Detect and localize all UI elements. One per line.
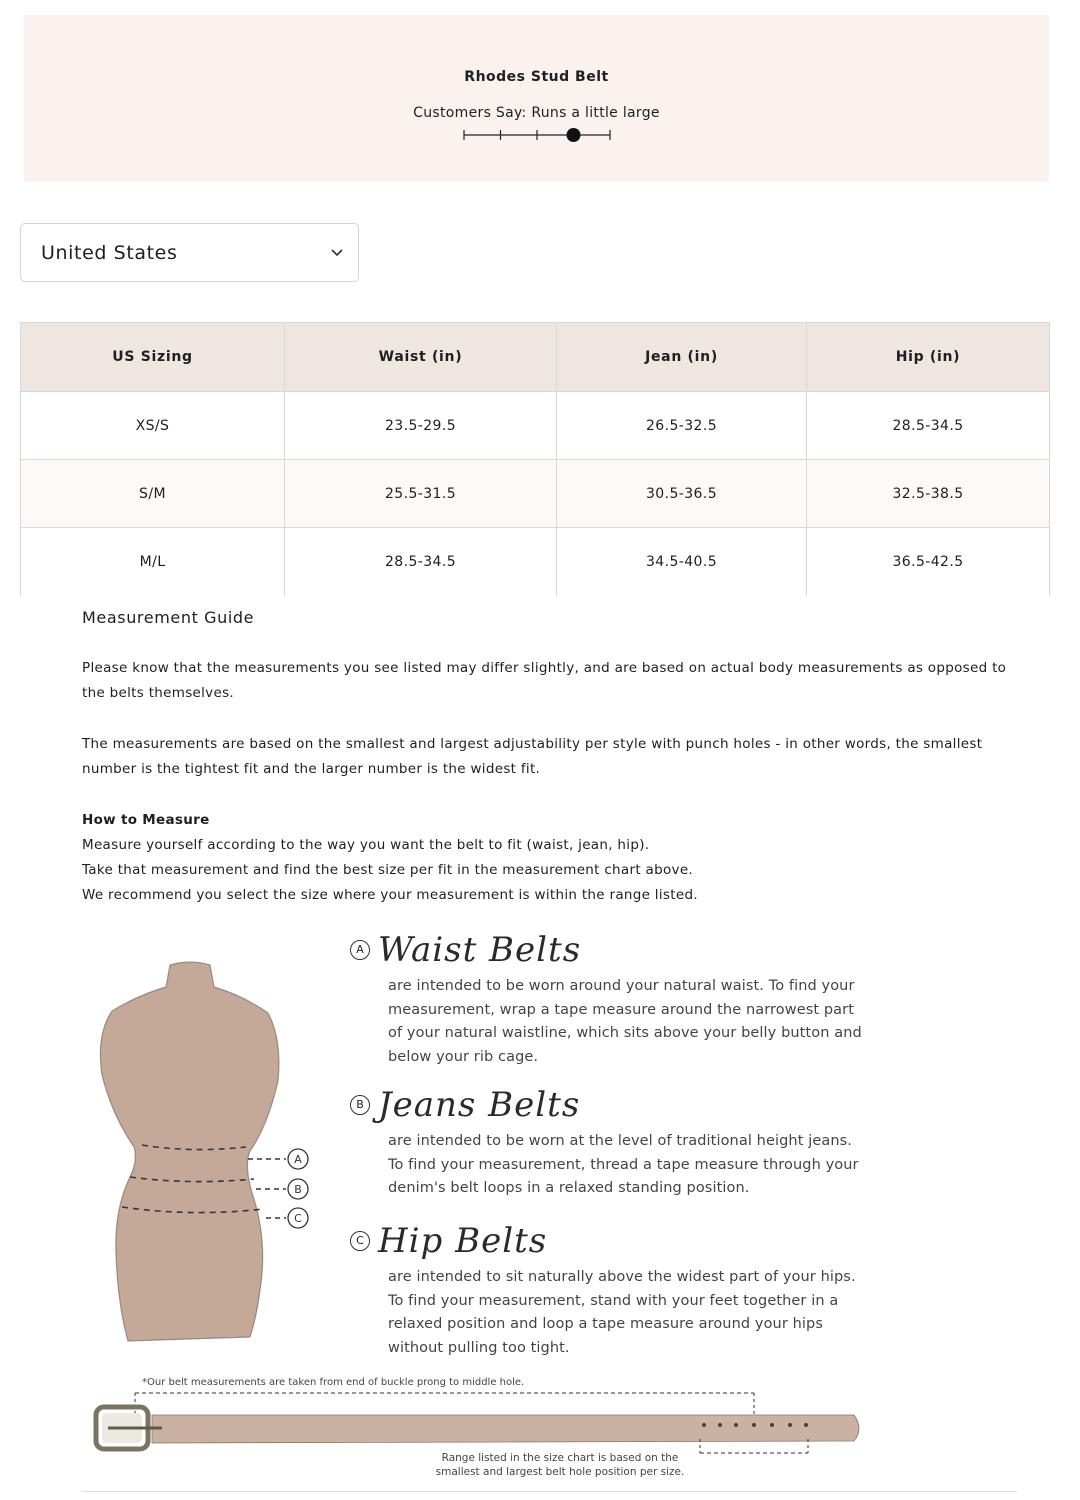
table-cell: 34.5-40.5	[557, 528, 807, 596]
belt-type-jeans	[350, 1080, 870, 1201]
belt-measurement-note: *Our belt measurements are taken from end of buckle prong to middle hole.	[142, 1377, 525, 1388]
table-cell: XS/S	[21, 392, 285, 460]
belt-type-description: are intended to be worn at the level of traditional height jeans. To find your measurement, thread a tape measure through your denim's belt loops in a relaxed standing position.	[388, 1133, 859, 1196]
belt-type-description: are intended to sit naturally above the widest part of your hips. To find your measurement, stand with your feet together in a relaxed position and loop a tape measure around your hips without pulling too tight.	[388, 1269, 856, 1356]
fit-banner	[24, 15, 1049, 182]
belt-type-title: Jeans Belts	[378, 1085, 581, 1125]
measurement-illustration	[82, 915, 1012, 1495]
belt-type-title: Hip Belts	[378, 1221, 548, 1261]
column-header-jean: Jean (in)	[557, 323, 807, 392]
table-row	[21, 460, 1050, 528]
how-to-measure-title: How to Measure	[82, 812, 210, 828]
how-to-measure	[82, 808, 1022, 908]
column-header-us-sizing: US Sizing	[21, 323, 285, 392]
guide-paragraph: Please know that the measurements you see listed may differ slightly, and are based on actual body measurements as opposed to the belts themselves.	[82, 660, 1007, 701]
table-row	[21, 528, 1050, 596]
table-cell: 32.5-38.5	[807, 460, 1050, 528]
letter-badge: C	[350, 1231, 370, 1251]
table-cell: S/M	[21, 460, 285, 528]
fit-scale-dot	[567, 128, 581, 142]
range-note: Range listed in the size chart is based on the smallest and largest belt hole position per size.	[435, 1452, 685, 1478]
size-chart-table	[20, 322, 1050, 596]
marker-label: B	[294, 1183, 302, 1196]
table-cell: 36.5-42.5	[807, 528, 1050, 596]
column-header-waist: Waist (in)	[285, 323, 557, 392]
belt-type-description: are intended to be worn around your natural waist. To find your measurement, wrap a tape measure around the narrowest part of your natural waistline, which sits above your belly button and below your rib cage.	[388, 978, 862, 1065]
belt-type-hip	[350, 1216, 870, 1360]
belt-type-title: Waist Belts	[378, 930, 582, 970]
measurement-guide-heading: Measurement Guide	[82, 608, 255, 627]
how-to-measure-line: We recommend you select the size where your measurement is within the range listed.	[82, 887, 698, 903]
chevron-down-icon	[330, 248, 344, 258]
marker-label: A	[294, 1153, 302, 1166]
belt-illustration	[92, 1385, 872, 1455]
divider	[82, 1491, 1017, 1492]
table-header-row	[21, 323, 1050, 392]
column-header-hip: Hip (in)	[807, 323, 1050, 392]
table-cell: 23.5-29.5	[285, 392, 557, 460]
how-to-measure-line: Measure yourself according to the way you want the belt to fit (waist, jean, hip).	[82, 837, 650, 853]
fit-scale-indicator	[462, 123, 612, 147]
table-cell: M/L	[21, 528, 285, 596]
table-cell: 26.5-32.5	[557, 392, 807, 460]
country-select[interactable]	[20, 223, 359, 282]
measurement-guide	[82, 608, 1022, 908]
table-cell: 30.5-36.5	[557, 460, 807, 528]
table-cell: 25.5-31.5	[285, 460, 557, 528]
table-cell: 28.5-34.5	[285, 528, 557, 596]
letter-badge: A	[350, 940, 370, 960]
guide-paragraph: The measurements are based on the smallest and largest adjustability per style with punch holes - in other words, the smallest number is the tightest fit and the larger number is the widest fit.	[82, 736, 983, 777]
dress-form-illustration	[82, 955, 322, 1345]
table-cell: 28.5-34.5	[807, 392, 1050, 460]
belt-type-waist	[350, 925, 870, 1069]
table-row	[21, 392, 1050, 460]
how-to-measure-line: Take that measurement and find the best size per fit in the measurement chart above.	[82, 862, 694, 878]
country-select-value: United States	[41, 241, 178, 264]
product-name: Rhodes Stud Belt	[464, 69, 609, 85]
customers-say-text: Customers Say: Runs a little large	[413, 105, 660, 121]
letter-badge: B	[350, 1095, 370, 1115]
marker-label: C	[294, 1212, 302, 1225]
